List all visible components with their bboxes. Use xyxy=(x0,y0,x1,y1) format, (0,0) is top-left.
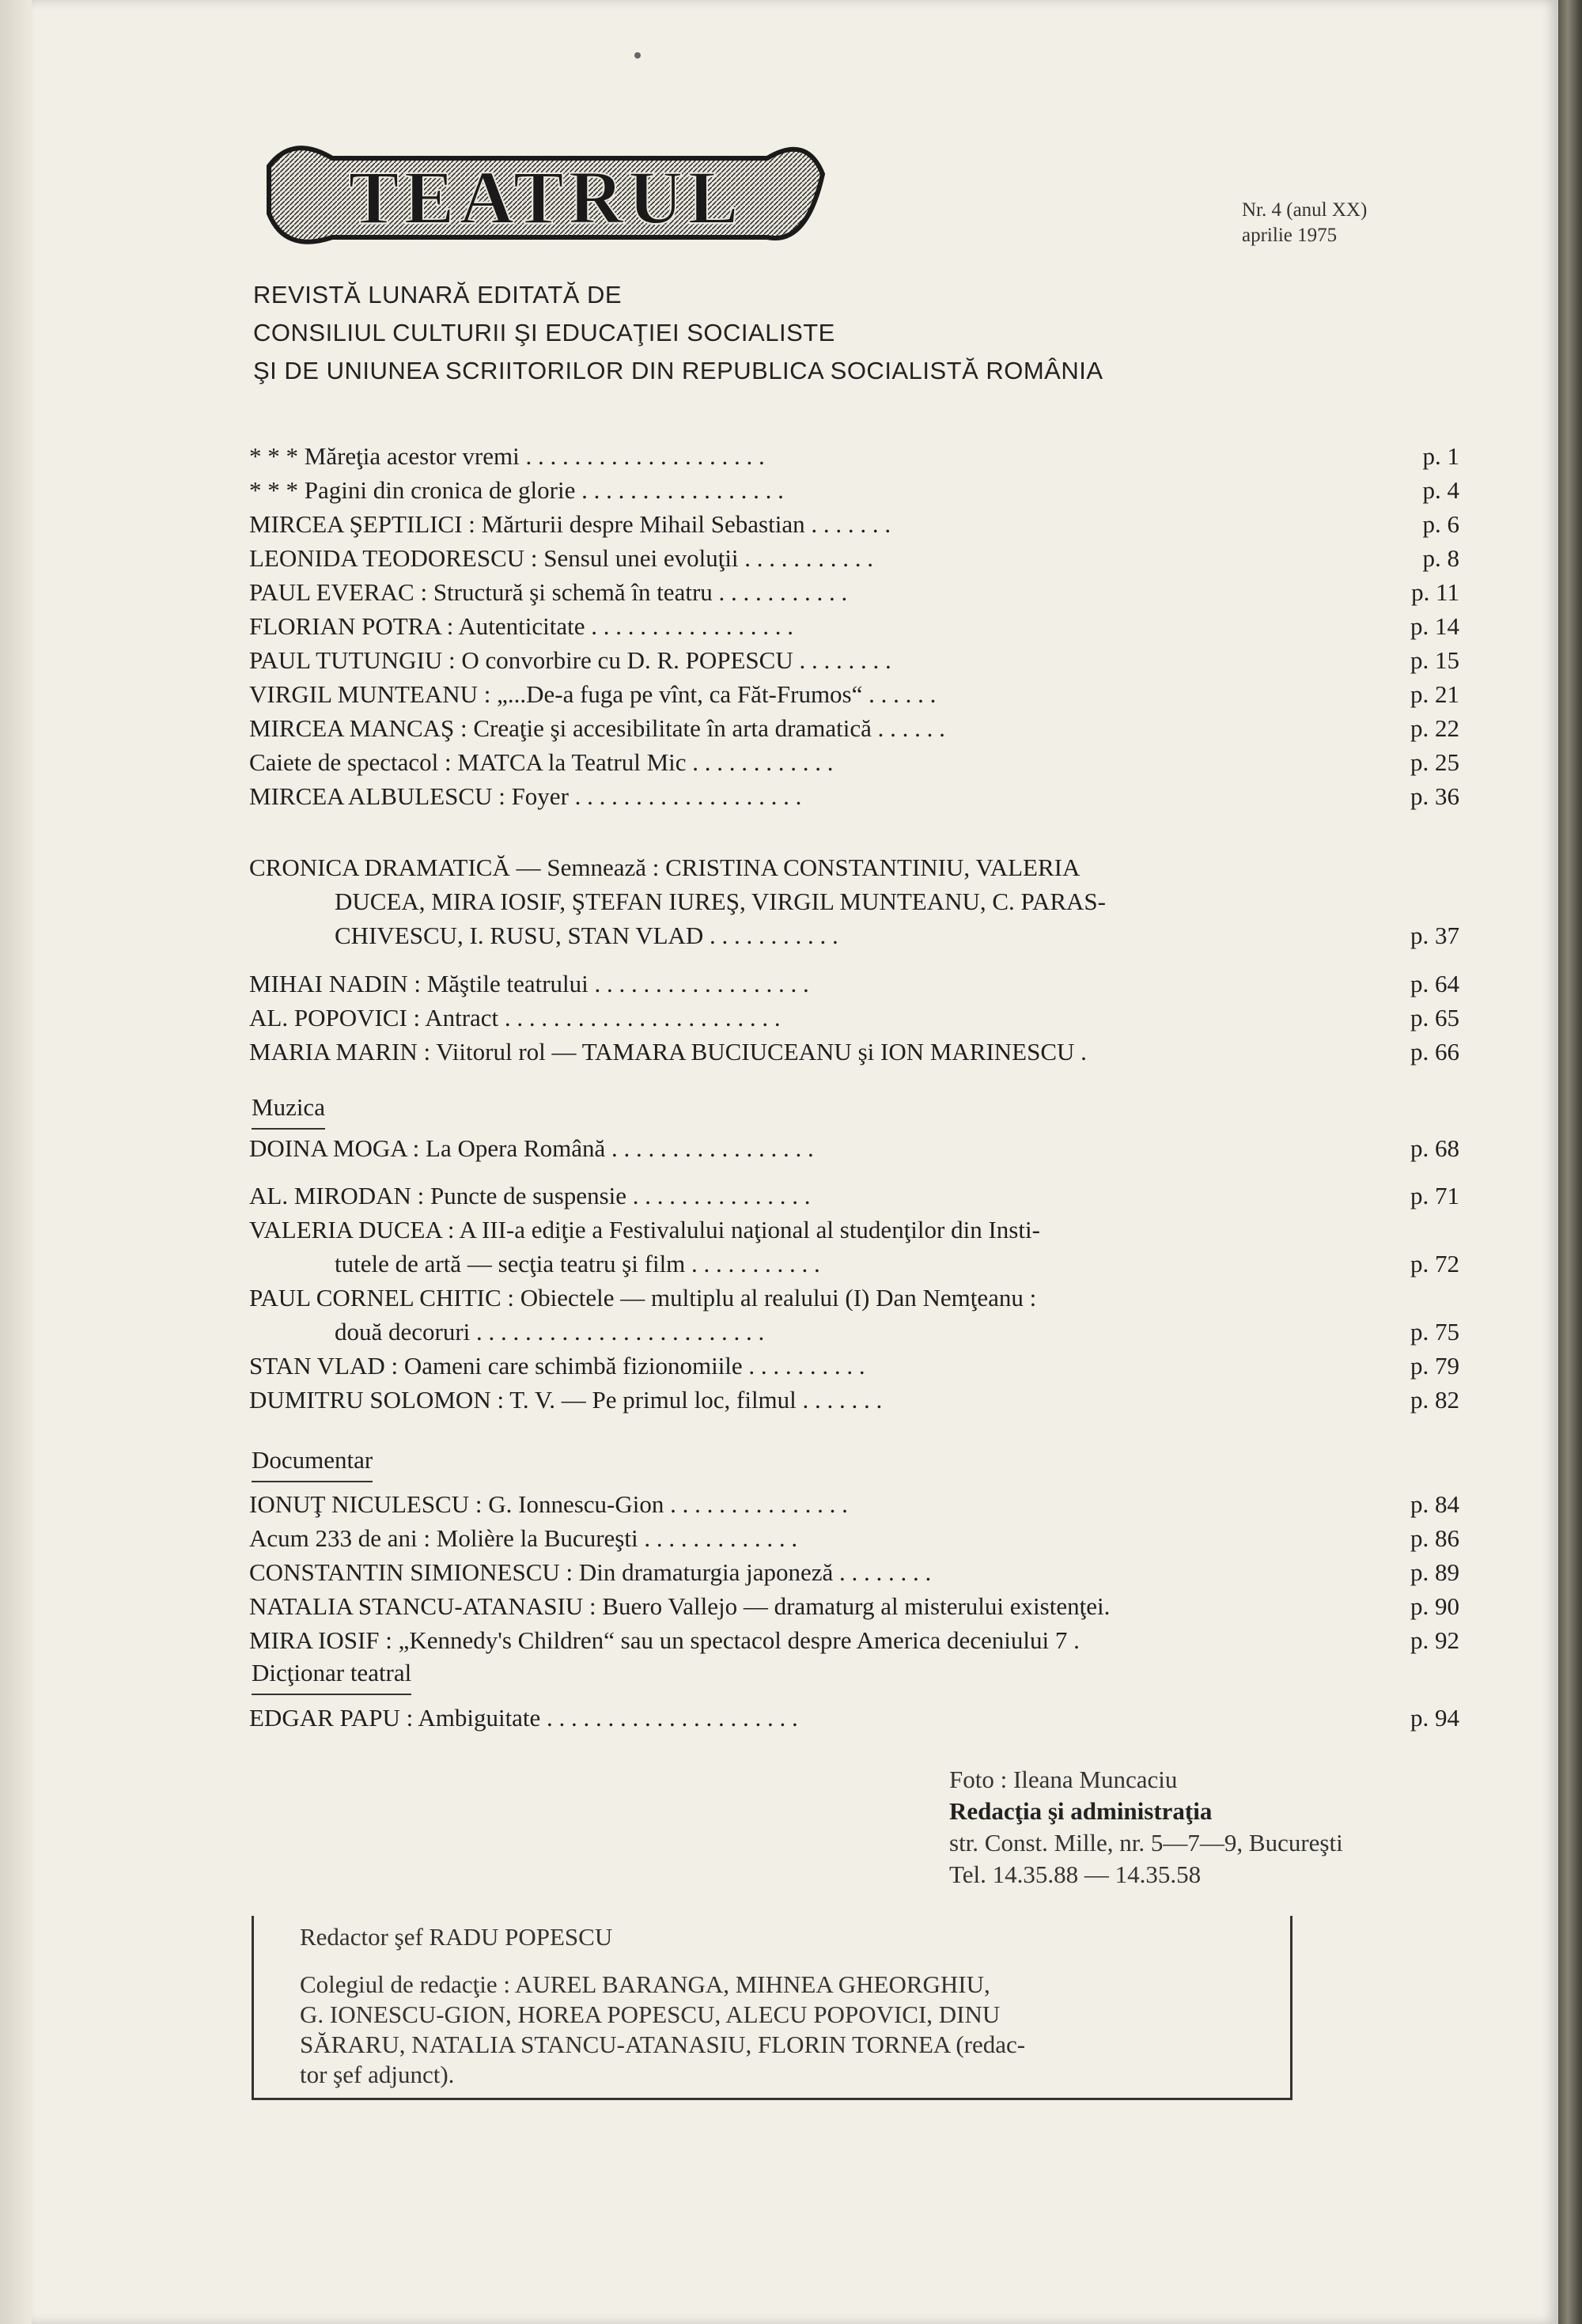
toc-list xyxy=(249,1179,1459,1417)
toc-list xyxy=(249,439,1459,813)
toc-entry[interactable]: AL. POPOVICI : Antract . . . . . . . . . . . . . . . . . . . . . . . p. 65 xyxy=(249,1001,1459,1035)
page-number: p. 25 xyxy=(1410,748,1459,776)
editorial-board-box xyxy=(252,1916,1292,2100)
toc-entry[interactable]: MIRCEA ALBULESCU : Foyer . . . . . . . . . . . . . . . . . . . p. 36 xyxy=(249,779,1459,813)
page-number: p. 8 xyxy=(1422,544,1459,572)
toc-list xyxy=(249,1131,1459,1165)
toc-entry[interactable]: PAUL EVERAC : Structură şi schemă în teatru . . . . . . . . . . . p. 11 xyxy=(249,575,1459,609)
toc-entry[interactable]: Acum 233 de ani : Molière la Bucureşti . . . . . . . . . . . . . p. 86 xyxy=(249,1521,1459,1555)
page-number: p. 4 xyxy=(1422,476,1459,504)
toc-entry[interactable]: IONUŢ NICULESCU : G. Ionnescu-Gion . . . . . . . . . . . . . . . p. 84 xyxy=(249,1487,1459,1521)
address: str. Const. Mille, nr. 5—7—9, Bucureşti xyxy=(949,1829,1343,1857)
magazine-page xyxy=(32,0,1558,2324)
page-number: p. 14 xyxy=(1410,612,1459,640)
toc-entry[interactable]: MIHAI NADIN : Măştile teatrului . . . . . . . . . . . . . . . . . . p. 64 xyxy=(249,967,1459,1001)
svg-text:TEATRUL: TEATRUL xyxy=(348,155,744,240)
page-number: p. 66 xyxy=(1410,1038,1459,1065)
toc-entry[interactable]: DOINA MOGA : La Opera Română . . . . . . . . . . . . . . . . . p. 68 xyxy=(249,1131,1459,1165)
page-number: p. 36 xyxy=(1410,782,1459,810)
page-number: p. 72 xyxy=(1410,1250,1459,1277)
page-number: p. 84 xyxy=(1410,1490,1459,1518)
toc-entry[interactable]: Caiete de spectacol : MATCA la Teatrul Mic . . . . . . . . . . . . p. 25 xyxy=(249,745,1459,779)
page-number: p. 90 xyxy=(1410,1592,1459,1620)
board-line: SĂRARU, NATALIA STANCU-ATANASIU, FLORIN TORNEA (redac- xyxy=(300,2031,1026,2058)
credits-block xyxy=(949,1764,1343,1891)
toc-list xyxy=(249,1701,1459,1735)
section-heading-dictionar: Dicţionar teatral xyxy=(252,1657,411,1695)
page-number: p. 86 xyxy=(1410,1524,1459,1552)
masthead-line: REVISTĂ LUNARĂ EDITATĂ DE xyxy=(253,281,623,308)
page-number: p. 65 xyxy=(1410,1004,1459,1031)
page-right-edge xyxy=(1558,0,1582,2324)
page-left-edge xyxy=(0,0,32,2324)
page-number: p. 21 xyxy=(1410,680,1459,708)
photo-credit: Foto : Ileana Muncaciu xyxy=(949,1766,1178,1793)
toc-entry[interactable]: * * * Măreţia acestor vremi . . . . . . . . . . . . . . . . . . . . p. 1 xyxy=(249,439,1459,473)
issue-number: Nr. 4 (anul XX) xyxy=(1242,199,1368,221)
page-number: p. 15 xyxy=(1410,646,1459,674)
masthead xyxy=(253,278,1171,388)
page-number: p. 75 xyxy=(1410,1318,1459,1346)
page-number: p. 68 xyxy=(1410,1134,1459,1162)
toc-cronica xyxy=(249,850,1459,952)
toc-entry[interactable]: LEONIDA TEODORESCU : Sensul unei evoluţii . . . . . . . . . . . p. 8 xyxy=(249,541,1459,575)
board-line: Colegiul de redacţie : AUREL BARANGA, MIHNEA GHEORGHIU, xyxy=(300,1970,990,1998)
toc-entry[interactable]: * * * Pagini din cronica de glorie . . . . . . . . . . . . . . . . . p. 4 xyxy=(249,473,1459,507)
editor-in-chief: Redactor şef RADU POPESCU xyxy=(300,1923,613,1951)
page-number: p. 1 xyxy=(1422,442,1459,470)
toc-entry[interactable]: STAN VLAD : Oameni care schimbă fizionomiile . . . . . . . . . . p. 79 xyxy=(249,1349,1459,1383)
toc-list xyxy=(249,967,1459,1069)
toc-entry[interactable]: VALERIA DUCEA : A III-a ediţie a Festivalului naţional al studenţilor din Insti- tutele de artă — secţia teatru şi film . . . . . . . . . . . p. 72 xyxy=(249,1213,1459,1281)
masthead-line: CONSILIUL CULTURII ŞI EDUCAŢIEI SOCIALISTE xyxy=(253,319,835,346)
toc-entry[interactable]: AL. MIRODAN : Puncte de suspensie . . . . . . . . . . . . . . . p. 71 xyxy=(249,1179,1459,1213)
toc-entry[interactable]: MIRCEA ŞEPTILICI : Mărturii despre Mihail Sebastian . . . . . . . p. 6 xyxy=(249,507,1459,541)
toc-entry[interactable]: EDGAR PAPU : Ambiguitate . . . . . . . . . . . . . . . . . . . . . p. 94 xyxy=(249,1701,1459,1735)
toc-entry[interactable]: CONSTANTIN SIMIONESCU : Din dramaturgia japoneză . . . . . . . . p. 89 xyxy=(249,1555,1459,1589)
page-number: p. 11 xyxy=(1411,578,1459,606)
redactia-heading: Redacţia şi administraţia xyxy=(949,1797,1213,1825)
toc-entry[interactable]: VIRGIL MUNTEANU : „...De-a fuga pe vînt, ca Făt-Frumos“ . . . . . . p. 21 xyxy=(249,677,1459,711)
toc-entry[interactable]: MIRCEA MANCAŞ : Creaţie şi accesibilitate în arta dramatică . . . . . . p. 22 xyxy=(249,711,1459,745)
page-number: p. 79 xyxy=(1410,1352,1459,1380)
section-heading-documentar: Documentar xyxy=(252,1444,373,1482)
page-number: p. 6 xyxy=(1422,510,1459,538)
toc-entry[interactable]: NATALIA STANCU-ATANASIU : Buero Vallejo — dramaturg al misterului existenţei. p. 90 xyxy=(249,1589,1459,1623)
telephone: Tel. 14.35.88 — 14.35.58 xyxy=(949,1860,1202,1888)
board-line: G. IONESCU-GION, HOREA POPESCU, ALECU POPOVICI, DINU xyxy=(300,2000,1001,2028)
issue-info xyxy=(1242,198,1367,248)
page-number: p. 89 xyxy=(1410,1558,1459,1586)
page-number: p. 22 xyxy=(1410,714,1459,742)
masthead-line: ŞI DE UNIUNEA SCRIITORILOR DIN REPUBLICA SOCIALISTĂ ROMÂNIA xyxy=(253,357,1103,384)
teatrul-logo xyxy=(261,134,831,261)
toc-list xyxy=(249,1487,1459,1657)
page-number: p. 71 xyxy=(1410,1182,1459,1209)
issue-date: aprilie 1975 xyxy=(1242,225,1338,246)
toc-entry[interactable]: MIRA IOSIF : „Kennedy's Children“ sau un spectacol despre America deceniului 7 . p. 92 xyxy=(249,1623,1459,1657)
toc-entry[interactable]: MARIA MARIN : Viitorul rol — TAMARA BUCIUCEANU şi ION MARINESCU . p. 66 xyxy=(249,1035,1459,1069)
page-number: p. 94 xyxy=(1410,1704,1459,1732)
page-number: p. 37 xyxy=(1410,922,1459,949)
toc-entry-cronica[interactable]: CRONICA DRAMATICĂ — Semnează : CRISTINA CONSTANTINIU, VALERIA DUCEA, MIRA IOSIF, ŞTEFAN IUREŞ, VIRGIL MUNTEANU, C. PARAS- CHIVESCU, I. RUSU, STAN VLAD . . . . . . . . . . . p. 37 xyxy=(249,850,1459,952)
print-speck xyxy=(634,52,641,59)
toc-entry[interactable]: PAUL CORNEL CHITIC : Obiectele — multiplu al realului (I) Dan Nemţeanu : două decoruri . . . . . . . . . . . . . . . . . . . . . . . . p. 75 xyxy=(249,1281,1459,1349)
toc-entry[interactable]: FLORIAN POTRA : Autenticitate . . . . . . . . . . . . . . . . . p. 14 xyxy=(249,609,1459,643)
board-line: tor şef adjunct). xyxy=(300,2061,455,2088)
section-heading-muzica: Muzica xyxy=(252,1092,325,1130)
page-number: p. 64 xyxy=(1410,970,1459,997)
page-number: p. 82 xyxy=(1410,1386,1459,1414)
page-number: p. 92 xyxy=(1410,1626,1459,1654)
toc-entry[interactable]: DUMITRU SOLOMON : T. V. — Pe primul loc, filmul . . . . . . . p. 82 xyxy=(249,1383,1459,1417)
toc-entry[interactable]: PAUL TUTUNGIU : O convorbire cu D. R. POPESCU . . . . . . . . p. 15 xyxy=(249,643,1459,677)
